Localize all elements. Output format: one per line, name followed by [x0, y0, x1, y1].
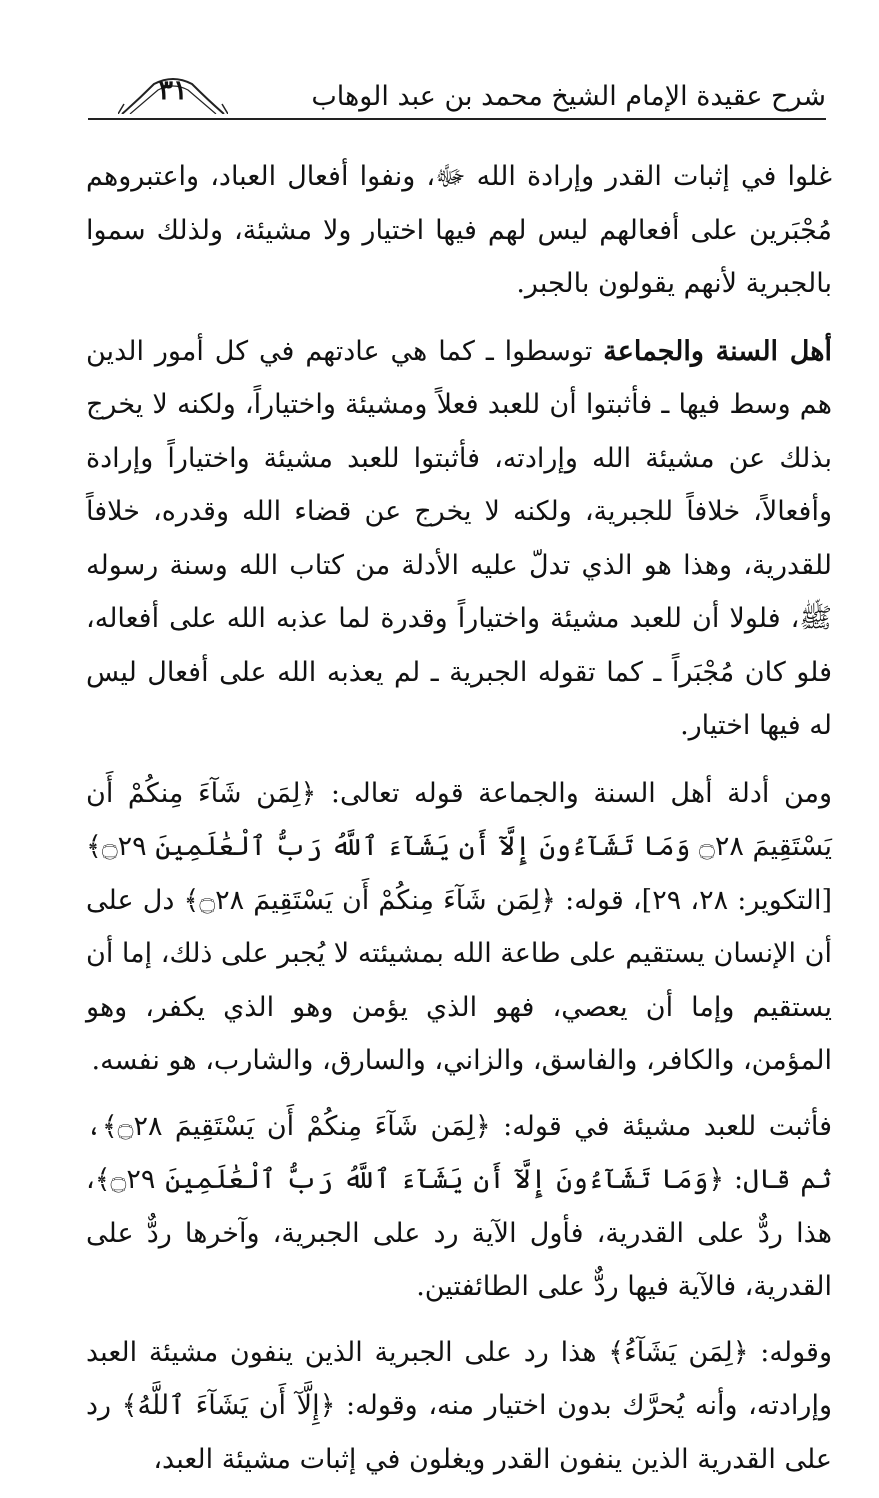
header-divider [88, 118, 826, 120]
paragraph [86, 1326, 832, 1487]
paragraph [86, 150, 832, 311]
page-number-ornament [118, 70, 228, 112]
paragraph-text: وقوله: ﴿لِمَن يَشَآءُ﴾ هذا رد على الجبرية الذين ينفون مشيئة العبد وإرادته، وأنه يُحرَّك بدون اختيار منه، وقوله: ﴿إِلَّآ أَن يَشَآءَ ٱللَّهُ﴾ رد على القدرية الذين ينفون القدر ويغلون في إثبات مشيئة العبد، [86, 1336, 832, 1475]
page-number: ٣١ [158, 75, 188, 106]
paragraph [86, 325, 832, 753]
paragraph-lead-bold: أهل السنة والجماعة [603, 335, 832, 367]
paragraph-text: غلوا في إثبات القدر وإرادة الله ﷻ، ونفوا أفعال العباد، واعتبروهم مُجْبَرين على أفعالهم ليس لهم فيها اختيار ولا مشيئة، ولذلك سموا بالجبرية لأنهم يقولون بالجبر. [86, 161, 832, 299]
page-header [88, 70, 826, 120]
paragraph [86, 1100, 832, 1314]
running-title: شرح عقيدة الإمام الشيخ محمد بن عبد الوهاب [311, 81, 826, 112]
paragraph-text: ومن أدلة أهل السنة والجماعة قوله تعالى: ﴿لِمَن شَآءَ مِنكُمْ أَن يَسْتَقِيمَ ۝٢٨ وَمَا تَشَآءُونَ إِلَّآ أَن يَشَآءَ ٱللَّهُ رَبُّ ٱلْعَٰلَمِينَ ۝٢٩﴾ [التكوير: ٢٨، ٢٩]، قوله: ﴿لِمَن شَآءَ مِنكُمْ أَن يَسْتَقِيمَ ۝٢٨﴾ دل على أن الإنسان يستقيم على طاعة الله بمشيئته لا يُجبر على ذلك، إما أن يستقيم وإما أن يعصي، فهو الذي يؤمن وهو الذي يكفر، وهو المؤمن، والكافر، والفاسق، والزاني، والسارق، والشارب، هو نفسه. [86, 777, 833, 1076]
paragraph-text: فأثبت للعبد مشيئة في قوله: ﴿لِمَن شَآءَ مِنكُمْ أَن يَسْتَقِيمَ ۝٢٨﴾، ثم قال: ﴿وَمَا تَشَآءُونَ إِلَّآ أَن يَشَآءَ ٱللَّهُ رَبُّ ٱلْعَٰلَمِينَ ۝٢٩﴾، هذا ردٌّ على القدرية، فأول الآية رد على الجبرية، وآخرها ردٌّ على القدرية، فالآية فيها ردٌّ على الطائفتين. [86, 1110, 833, 1302]
paragraph [86, 767, 832, 1088]
page-body [86, 150, 832, 1498]
paragraph-text: توسطوا ـ كما هي عادتهم في كل أمور الدين هم وسط فيها ـ فأثبتوا أن للعبد فعلاً ومشيئة واختياراً، ولكنه لا يخرج بذلك عن مشيئة الله وإرادته، فأثبتوا للعبد مشيئة واختياراً وإرادة وأفعالاً، خلافاً للجبرية، ولكنه لا يخرج عن قضاء الله وقدره، خلافاً للقدرية، وهذا هو الذي تدلّ عليه الأدلة من كتاب الله وسنة رسوله ﷺ، فلولا أن للعبد مشيئة واختياراً وقدرة لما عذبه الله على أفعاله، فلو كان مُجْبَراً ـ كما تقوله الجبرية ـ لم يعذبه الله على أفعال ليس له فيها اختيار. [86, 335, 832, 741]
